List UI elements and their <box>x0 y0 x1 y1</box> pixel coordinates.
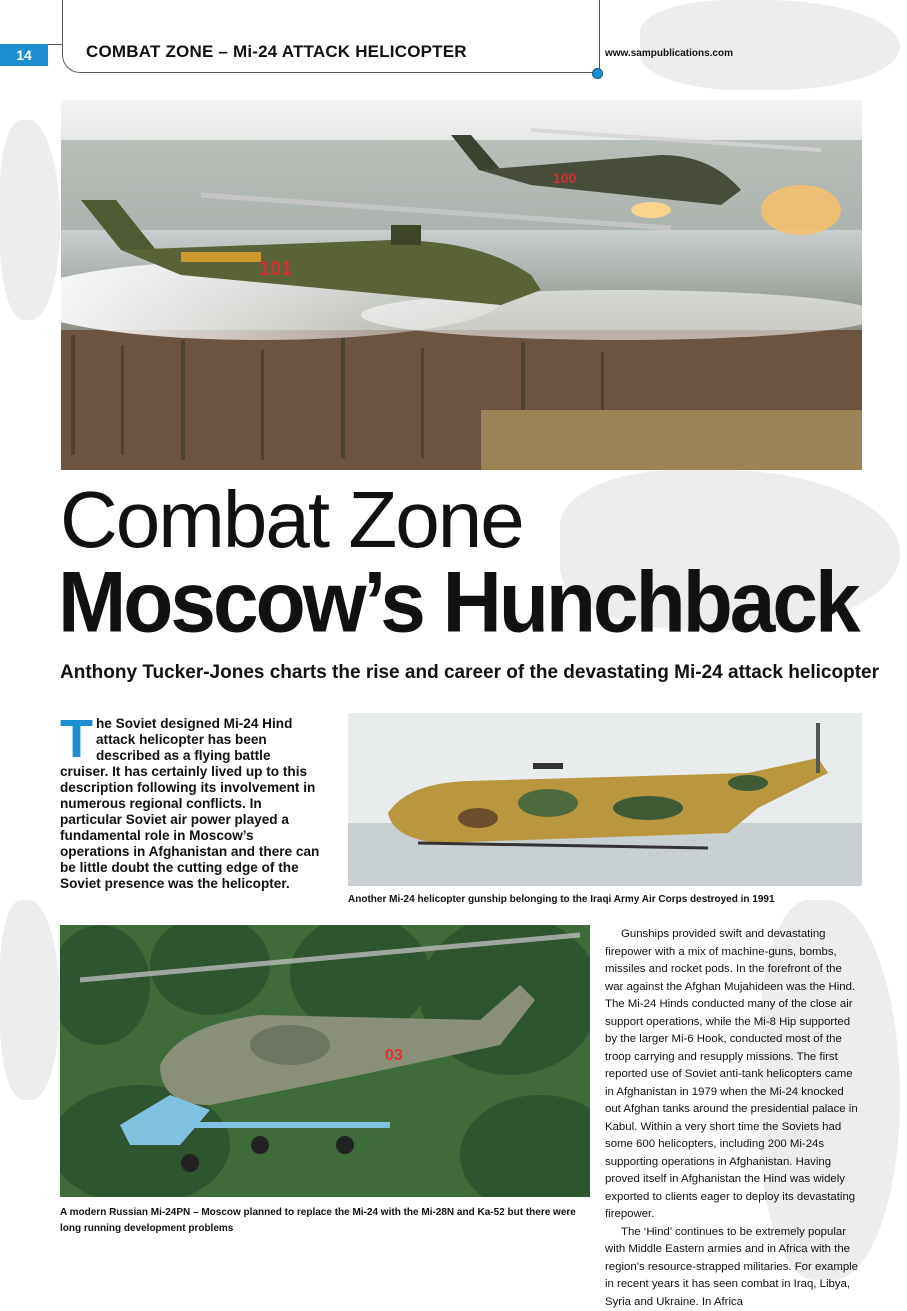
hero-photo <box>61 100 862 470</box>
body-column <box>605 926 862 1311</box>
header-dot <box>592 68 603 79</box>
background-silhouette <box>640 0 900 90</box>
intro-text: he Soviet designed Mi-24 Hind attack helicopter has been described as a flying battle cruiser. It has certainly lived up to this description following its involvement in numerous regional conflicts. In particular Soviet air power played a fundamental role in Moscow’s operations in Afghanistan and there can be little doubt the cutting edge of the Soviet presence was the helicopter. <box>60 716 319 891</box>
background-silhouette <box>0 900 60 1100</box>
iraqi-helicopter-photo <box>348 713 862 886</box>
header-rule <box>48 44 62 45</box>
marking-100: 100 <box>553 170 577 186</box>
body-paragraph: The ‘Hind’ continues to be extremely popular with Middle Eastern armies and in Africa with the region’s resource-strapped militaries. For example in recent years it has seen combat in Iraq, Libya, Syria and Ukraine. In Africa <box>605 1224 862 1311</box>
page-number: 14 <box>0 44 48 66</box>
marking-03: 03 <box>385 1047 403 1064</box>
russian-helicopter-photo <box>60 925 590 1197</box>
article-kicker: Combat Zone <box>60 480 523 560</box>
article-subtitle: Anthony Tucker-Jones charts the rise and career of the devastating Mi-24 attack helicopter <box>60 662 879 684</box>
intro-paragraph <box>60 716 322 892</box>
marking-101: 101 <box>259 258 292 280</box>
iraqi-photo-caption: Another Mi-24 helicopter gunship belonging to the Iraqi Army Air Corps destroyed in 1991 <box>348 894 775 905</box>
background-silhouette <box>0 120 60 320</box>
section-title: COMBAT ZONE – Mi-24 ATTACK HELICOPTER <box>86 42 467 62</box>
body-paragraph: Gunships provided swift and devastating firepower with a mix of machine-guns, bombs, missiles and rocket pods. In the forefront of the war against the Afghan Mujahideen was the Hind. The Mi-24 Hinds conducted many of the close air support operations, while the Mi-8 Hip supported by the larger Mi-6 Hook, conducted most of the troop carrying and resupply missions. The first reported use of Soviet anti-tank helicopters came in Afghanistan in 1979 when the Mi-24 knocked out Afghan tanks around the presidential palace in Kabul. Within a very short time the Soviets had some 600 helicopters, including 200 Mi-24s supporting operations in Afghanistan. Having proved itself in Afghanistan the Hind was widely exported to clients eager to deploy its devastating firepower. <box>605 926 862 1224</box>
article-title: Moscow’s Hunchback <box>58 560 858 646</box>
site-url[interactable]: www.sampublications.com <box>605 48 733 59</box>
russian-photo-caption: A modern Russian Mi-24PN – Moscow planned to replace the Mi-24 with the Mi-28N and Ka-52 but there were long running development problems <box>60 1205 590 1237</box>
header-tab <box>62 0 600 73</box>
drop-cap: T <box>60 716 93 762</box>
